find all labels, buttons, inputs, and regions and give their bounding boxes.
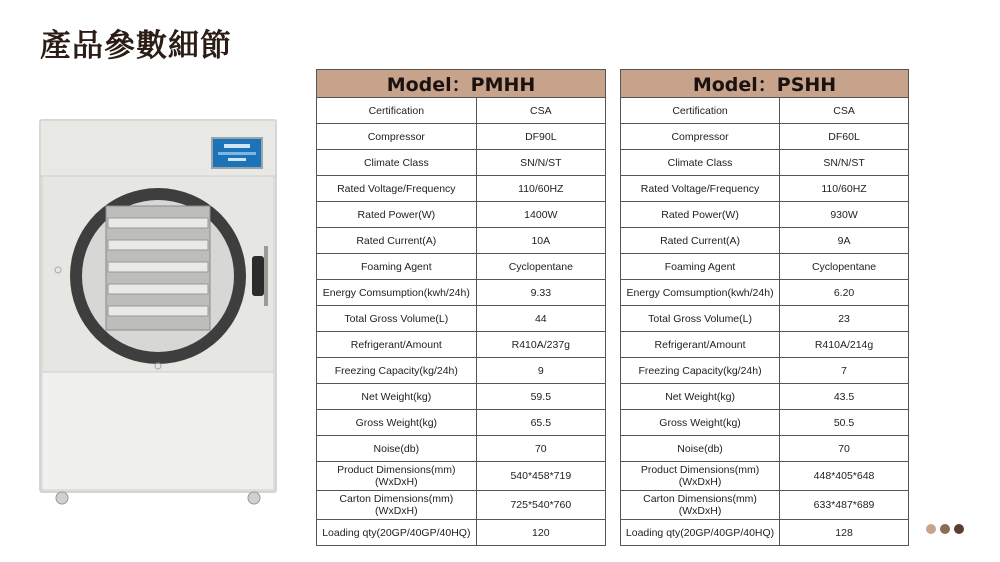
row-label: Net Weight(kg)	[621, 384, 780, 410]
row-value: R410A/214g	[780, 332, 909, 358]
row-value: 65.5	[476, 410, 605, 436]
table-row	[621, 410, 909, 436]
table-row	[317, 520, 606, 546]
row-value: 9	[476, 358, 605, 384]
row-label: Product Dimensions(mm)(WxDxH)	[317, 462, 477, 491]
table-row	[317, 462, 606, 491]
row-value: 930W	[780, 202, 909, 228]
table-row	[317, 150, 606, 176]
row-value: 70	[780, 436, 909, 462]
table-title: Model：PSHH	[621, 70, 909, 98]
row-label: Carton Dimensions(mm)(WxDxH)	[317, 491, 477, 520]
table-row	[621, 358, 909, 384]
table-row	[621, 436, 909, 462]
table-row	[317, 491, 606, 520]
row-value: 110/60HZ	[780, 176, 909, 202]
dot-1	[926, 524, 936, 534]
table-row	[621, 254, 909, 280]
dot-2	[940, 524, 950, 534]
row-value: R410A/237g	[476, 332, 605, 358]
table-row	[621, 491, 909, 520]
row-value: DF90L	[476, 124, 605, 150]
table-row	[621, 462, 909, 491]
row-label: Total Gross Volume(L)	[621, 306, 780, 332]
row-value: 44	[476, 306, 605, 332]
row-label: Rated Power(W)	[317, 202, 477, 228]
table-row	[317, 176, 606, 202]
row-label: Product Dimensions(mm)(WxDxH)	[621, 462, 780, 491]
table-row	[317, 384, 606, 410]
table-row	[317, 124, 606, 150]
row-label: Freezing Capacity(kg/24h)	[621, 358, 780, 384]
row-label: Noise(db)	[621, 436, 780, 462]
row-label: Noise(db)	[317, 436, 477, 462]
table-row	[621, 228, 909, 254]
row-label: Refrigerant/Amount	[317, 332, 477, 358]
row-value: 9.33	[476, 280, 605, 306]
row-value: SN/N/ST	[780, 150, 909, 176]
table-row	[621, 202, 909, 228]
table-row	[621, 124, 909, 150]
table-row	[621, 520, 909, 546]
row-label: Rated Voltage/Frequency	[317, 176, 477, 202]
table-row	[317, 228, 606, 254]
table-row	[621, 306, 909, 332]
row-label: Climate Class	[317, 150, 477, 176]
row-label: Net Weight(kg)	[317, 384, 477, 410]
table-row	[317, 254, 606, 280]
spec-table-pmhh	[316, 69, 606, 546]
row-label: Foaming Agent	[317, 254, 477, 280]
table-row	[317, 306, 606, 332]
table-row	[317, 410, 606, 436]
row-value: 9A	[780, 228, 909, 254]
row-value: 59.5	[476, 384, 605, 410]
row-value: Cyclopentane	[780, 254, 909, 280]
row-value: 128	[780, 520, 909, 546]
row-label: Total Gross Volume(L)	[317, 306, 477, 332]
row-value: 725*540*760	[476, 491, 605, 520]
row-value: 10A	[476, 228, 605, 254]
row-value: 540*458*719	[476, 462, 605, 491]
dot-3	[954, 524, 964, 534]
table-row	[621, 280, 909, 306]
row-value: 120	[476, 520, 605, 546]
table-row	[621, 98, 909, 124]
row-value: 110/60HZ	[476, 176, 605, 202]
table-row	[621, 176, 909, 202]
row-value: CSA	[476, 98, 605, 124]
table-row	[317, 436, 606, 462]
table-row	[621, 384, 909, 410]
row-label: Compressor	[317, 124, 477, 150]
table-row	[317, 358, 606, 384]
table-row	[621, 332, 909, 358]
row-label: Energy Comsumption(kwh/24h)	[317, 280, 477, 306]
row-value: 1400W	[476, 202, 605, 228]
page-title: 產品參數細節	[40, 28, 232, 64]
row-value: 6.20	[780, 280, 909, 306]
row-label: Foaming Agent	[621, 254, 780, 280]
row-label: Loading qty(20GP/40GP/40HQ)	[317, 520, 477, 546]
row-label: Compressor	[621, 124, 780, 150]
table-row	[317, 280, 606, 306]
table-row	[317, 98, 606, 124]
row-value: Cyclopentane	[476, 254, 605, 280]
row-label: Carton Dimensions(mm)(WxDxH)	[621, 491, 780, 520]
row-label: Certification	[621, 98, 780, 124]
table-title: Model：PMHH	[317, 70, 606, 98]
row-label: Certification	[317, 98, 477, 124]
row-label: Rated Current(A)	[317, 228, 477, 254]
row-label: Loading qty(20GP/40GP/40HQ)	[621, 520, 780, 546]
row-value: CSA	[780, 98, 909, 124]
row-label: Gross Weight(kg)	[317, 410, 477, 436]
row-label: Rated Voltage/Frequency	[621, 176, 780, 202]
pagination-dots	[926, 524, 964, 534]
row-value: DF60L	[780, 124, 909, 150]
row-value: 633*487*689	[780, 491, 909, 520]
row-label: Gross Weight(kg)	[621, 410, 780, 436]
row-value: 50.5	[780, 410, 909, 436]
row-value: 448*405*648	[780, 462, 909, 491]
freeze-dryer-illustration	[38, 118, 278, 508]
spec-table-pshh	[620, 69, 909, 546]
row-label: Energy Comsumption(kwh/24h)	[621, 280, 780, 306]
row-value: 23	[780, 306, 909, 332]
table-row	[317, 332, 606, 358]
row-label: Climate Class	[621, 150, 780, 176]
row-label: Rated Power(W)	[621, 202, 780, 228]
row-value: 70	[476, 436, 605, 462]
row-value: 43.5	[780, 384, 909, 410]
row-label: Freezing Capacity(kg/24h)	[317, 358, 477, 384]
table-row	[621, 150, 909, 176]
row-value: 7	[780, 358, 909, 384]
row-label: Rated Current(A)	[621, 228, 780, 254]
row-value: SN/N/ST	[476, 150, 605, 176]
table-row	[317, 202, 606, 228]
row-label: Refrigerant/Amount	[621, 332, 780, 358]
